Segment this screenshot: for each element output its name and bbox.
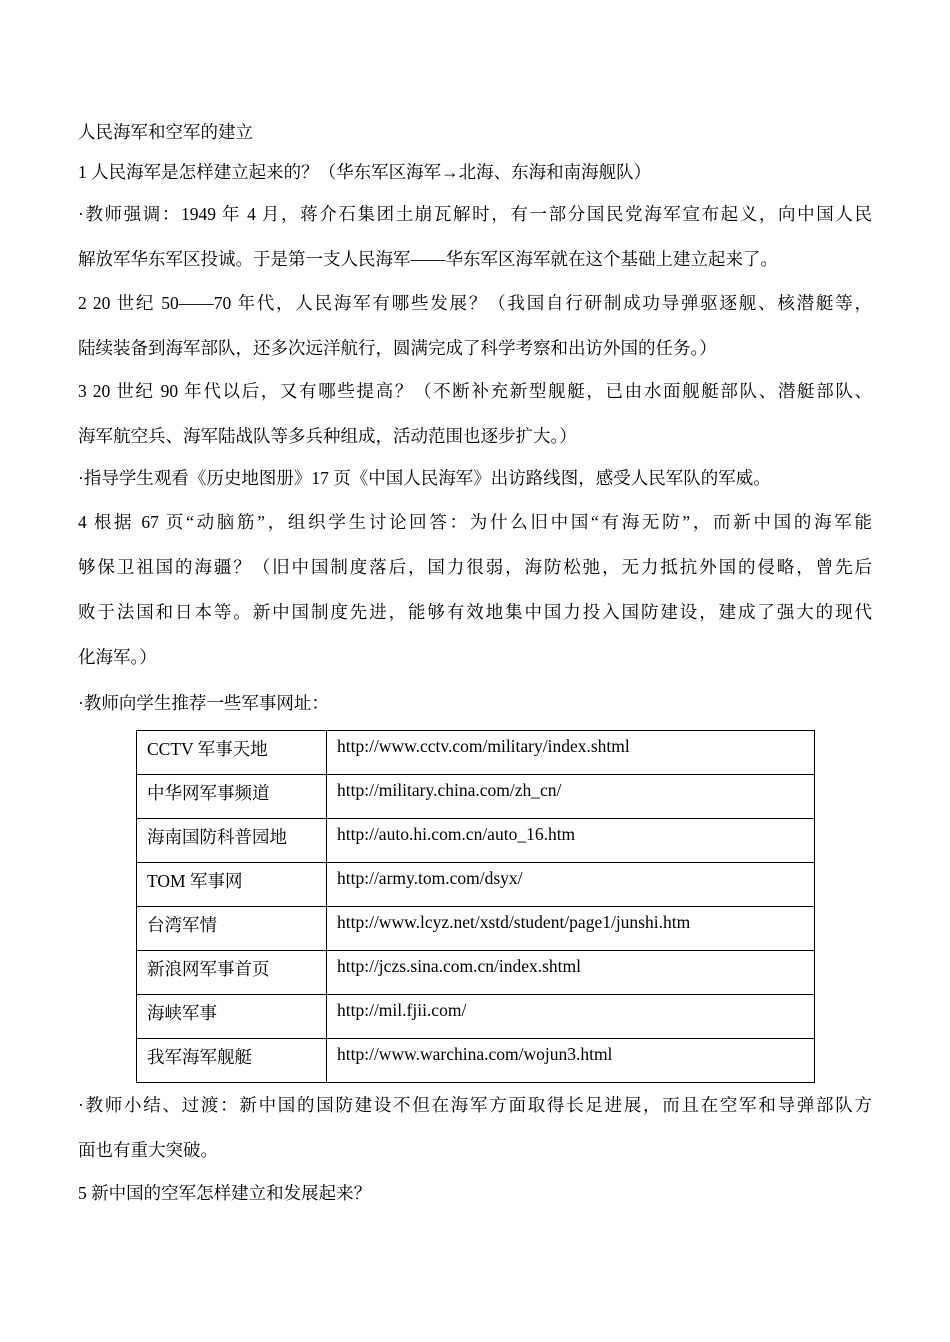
question-4-line-1: 4 根据 67 页“动脑筋”，组织学生讨论回答：为什么旧中国“有海无防”，而新中国的海军能 xyxy=(78,512,872,532)
table-row xyxy=(137,1039,815,1083)
table-row xyxy=(137,863,815,907)
site-name: 我军海军舰艇 xyxy=(137,1039,327,1083)
site-name: 海南国防科普园地 xyxy=(137,819,327,863)
site-name: 中华网军事频道 xyxy=(137,775,327,819)
summary-paragraph xyxy=(78,1083,872,1173)
site-url[interactable]: http://auto.hi.com.cn/auto_16.htm xyxy=(327,819,815,863)
table-row xyxy=(137,775,815,819)
guide-line: ·指导学生观看《历史地图册》17 页《中国人民海军》出访路线图，感受人民军队的军威。 xyxy=(78,468,771,488)
recommend-line: ·教师向学生推荐一些军事网址： xyxy=(78,693,329,713)
question-3-line-2: 海军航空兵、海军陆战队等多兵种组成，活动范围也逐步扩大。） xyxy=(78,426,577,446)
question-2-line-2: 陆续装备到海军部队，还多次远洋航行，圆满完成了科学考察和出访外国的任务。） xyxy=(78,338,717,358)
question-4-paragraph xyxy=(78,500,872,680)
site-url[interactable]: http://jczs.sina.com.cn/index.shtml xyxy=(327,951,815,995)
teacher-emphasis-line-1: ·教师强调：1949 年 4 月，蒋介石集团土崩瓦解时，有一部分国民党海军宣布起义，向中国人民 xyxy=(78,204,872,224)
site-url[interactable]: http://www.cctv.com/military/index.shtml xyxy=(327,731,815,775)
table-row xyxy=(137,731,815,775)
question-2-line-1: 2 20 世纪 50——70 年代，人民海军有哪些发展？（我国自行研制成功导弹驱逐舰、核潜艇等， xyxy=(78,293,872,313)
teacher-emphasis-line-2: 解放军华东军区投诚。于是第一支人民海军——华东军区海军就在这个基础上建立起来了。 xyxy=(78,249,778,269)
question-3-line-1: 3 20 世纪 90 年代以后，又有哪些提高？（不断补充新型舰艇，已由水面舰艇部队、潜艇部队、 xyxy=(78,381,872,401)
question-2-paragraph xyxy=(78,281,872,371)
recommend-paragraph xyxy=(78,681,872,726)
question-5: 5 新中国的空军怎样建立和发展起来？ xyxy=(78,1183,372,1203)
question-5-paragraph xyxy=(78,1171,872,1216)
site-name: 台湾军情 xyxy=(137,907,327,951)
guide-paragraph xyxy=(78,456,872,501)
table-row xyxy=(137,907,815,951)
site-url[interactable]: http://military.china.com/zh_cn/ xyxy=(327,775,815,819)
section-title-block xyxy=(78,112,872,192)
question-4-line-2: 够保卫祖国的海疆？（旧中国制度落后，国力很弱，海防松弛，无力抵抗外国的侵略，曾先后 xyxy=(78,557,872,577)
table-row xyxy=(137,995,815,1039)
site-name: 海峡军事 xyxy=(137,995,327,1039)
question-1: 1 人民海军是怎样建立起来的？（华东军区海军→北海、东海和南海舰队） xyxy=(78,162,652,182)
site-url[interactable]: http://mil.fjii.com/ xyxy=(327,995,815,1039)
table-row xyxy=(137,819,815,863)
site-url[interactable]: http://www.warchina.com/wojun3.html xyxy=(327,1039,815,1083)
websites-table xyxy=(136,730,815,1083)
summary-line-2: 面也有重大突破。 xyxy=(78,1140,218,1160)
site-name: CCTV 军事天地 xyxy=(137,731,327,775)
question-4-line-3: 败于法国和日本等。新中国制度先进，能够有效地集中国力投入国防建设，建成了强大的现代 xyxy=(78,602,872,622)
table-row xyxy=(137,951,815,995)
site-name: TOM 军事网 xyxy=(137,863,327,907)
question-4-line-4: 化海军。） xyxy=(78,647,157,667)
teacher-emphasis-paragraph xyxy=(78,192,872,282)
summary-line-1: ·教师小结、过渡：新中国的国防建设不但在海军方面取得长足进展，而且在空军和导弹部队方 xyxy=(78,1095,872,1115)
site-name: 新浪网军事首页 xyxy=(137,951,327,995)
site-url[interactable]: http://www.lcyz.net/xstd/student/page1/junshi.htm xyxy=(327,907,815,951)
question-3-paragraph xyxy=(78,369,872,459)
site-url[interactable]: http://army.tom.com/dsyx/ xyxy=(327,863,815,907)
section-title: 人民海军和空军的建立 xyxy=(78,122,253,142)
